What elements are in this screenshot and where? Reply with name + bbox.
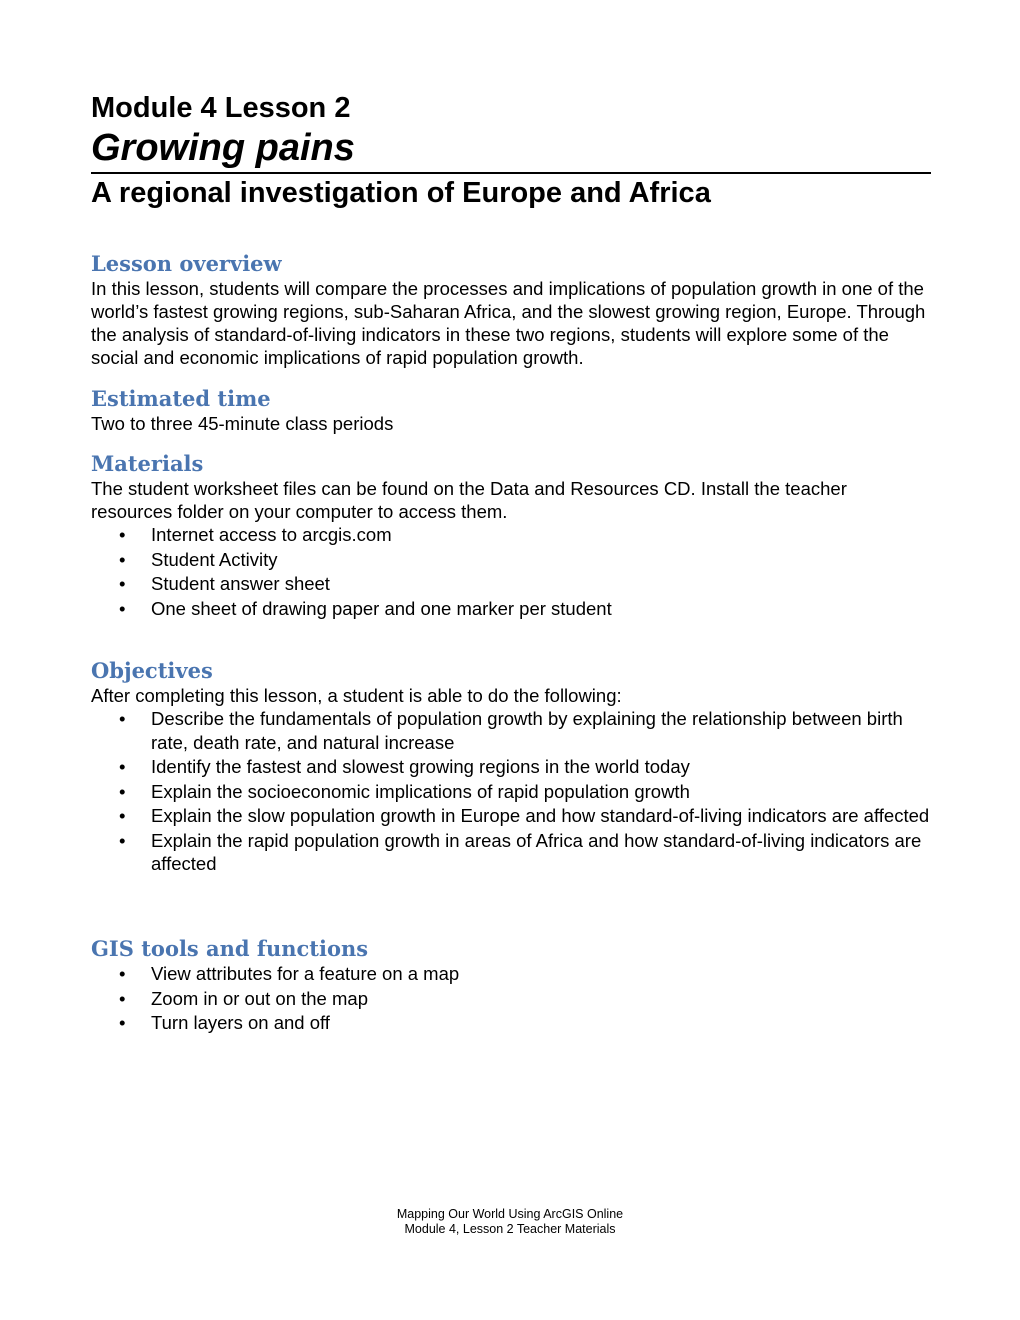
section-text: In this lesson, students will compare the processes and implications of population growth in one of the world’s fastest growing regions, sub-Saharan Africa, and the slowest growing region, Europe. Through the analysis of standard-of-living indicators in these two regions, students will explore some of the social and economic implications of rapid population growth.: [91, 278, 926, 368]
page-subtitle: A regional investigation of Europe and Africa: [91, 177, 711, 209]
bullet-icon: •: [119, 756, 126, 777]
list-item: • Student answer sheet: [119, 573, 330, 594]
bullet-icon: •: [119, 708, 126, 729]
section-heading: Lesson overview: [91, 251, 282, 276]
section-overview: [91, 251, 931, 369]
list-item: • One sheet of drawing paper and one marker per student: [119, 597, 612, 619]
title-divider: [91, 172, 931, 174]
section-heading: Estimated time: [91, 386, 271, 411]
list-item: • Student Activity: [119, 548, 278, 570]
section-heading: Materials: [91, 451, 204, 476]
list-item: • Turn layers on and off: [119, 1012, 330, 1033]
footer-line-1: Mapping Our World Using ArcGIS Online: [396, 1207, 624, 1221]
list-item: • Zoom in or out on the map: [119, 987, 368, 1009]
section-text: The student worksheet files can be found on the Data and Resources CD. Install the teacher resources folder on your computer to access them.: [91, 478, 847, 522]
section-text: After completing this lesson, a student is able to do the following:: [91, 685, 622, 706]
list-item: • Describe the fundamentals of population growth by explaining the relationship between birth rate, death rate, and natural increase: [119, 708, 903, 753]
bullet-icon: •: [119, 524, 126, 545]
bullet-icon: •: [119, 963, 126, 984]
page-title: Growing pains: [91, 127, 355, 169]
section-heading: GIS tools and functions: [91, 936, 369, 961]
bullet-icon: •: [119, 805, 126, 826]
bullet-icon: •: [119, 548, 126, 570]
objectives-list: [91, 707, 931, 876]
materials-list: [91, 523, 931, 620]
section-gis-tools: [91, 936, 931, 1036]
list-item: • Identify the fastest and slowest growing regions in the world today: [119, 756, 690, 777]
list-item: • Internet access to arcgis.com: [119, 524, 392, 545]
bullet-icon: •: [119, 987, 126, 1009]
footer-line-2: Module 4, Lesson 2 Teacher Materials: [404, 1222, 616, 1236]
page-footer: [0, 1207, 1020, 1237]
bullet-icon: •: [119, 780, 126, 802]
gis-tools-list: [91, 962, 931, 1035]
section-materials: [91, 451, 931, 621]
list-item: • Explain the rapid population growth in areas of Africa and how standard-of-living indicators are affected: [119, 829, 922, 874]
list-item: • Explain the socioeconomic implications of rapid population growth: [119, 780, 690, 802]
section-objectives: [91, 658, 931, 877]
bullet-icon: •: [119, 1012, 126, 1033]
section-time: [91, 386, 931, 435]
section-text: Two to three 45-minute class periods: [91, 413, 394, 434]
list-item: • View attributes for a feature on a map: [119, 963, 460, 984]
section-heading: Objectives: [91, 658, 213, 683]
bullet-icon: •: [119, 573, 126, 594]
list-item: • Explain the slow population growth in Europe and how standard-of-living indicators are affected: [119, 805, 930, 826]
module-label: Module 4 Lesson 2: [91, 92, 351, 124]
bullet-icon: •: [119, 829, 126, 851]
bullet-icon: •: [119, 597, 126, 619]
